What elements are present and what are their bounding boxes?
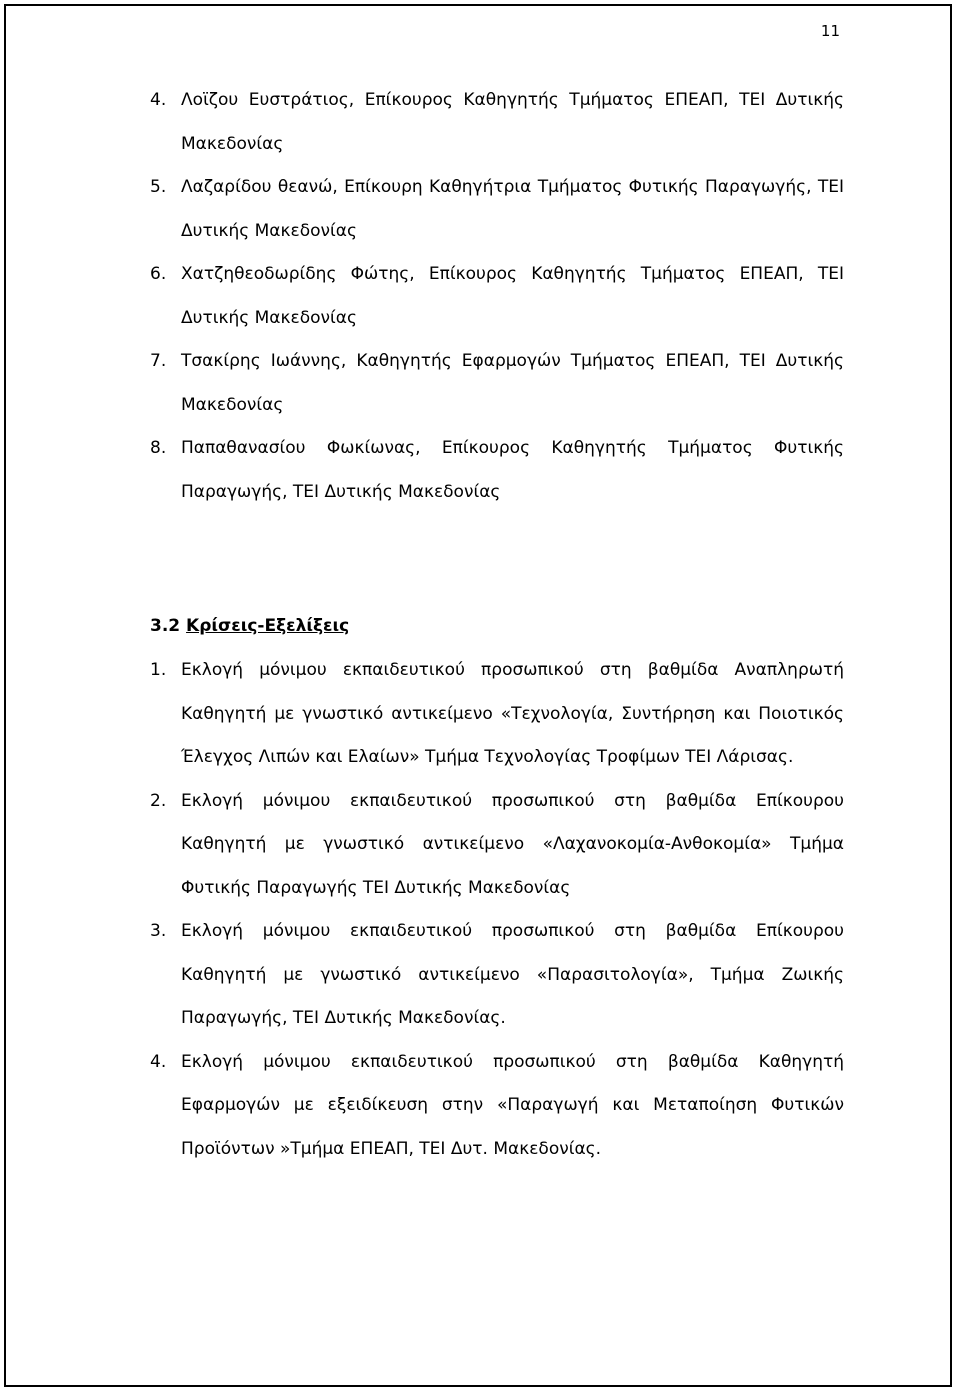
list-item-text: Λαζαρίδου θεανώ, Επίκουρη Καθηγήτρια Τμήματος Φυτικής Παραγωγής, ΤΕΙ Δυτικής Μακεδονίας	[181, 177, 844, 241]
list-item-text: Εκλογή μόνιμου εκπαιδευτικού προσωπικού στη βαθμίδα Αναπληρωτή Καθηγητή με γνωστικό αντικείμενο «Τεχνολογία, Συντήρηση και Ποιοτικός Έλεγχος Λιπών και Ελαίων» Τμήμα Τεχνολογίας Τροφίμων ΤΕΙ Λάρισας.	[181, 660, 844, 767]
list-item-text: Χατζηθεοδωρίδης Φώτης, Επίκουρος Καθηγητής Τμήματος ΕΠΕΑΠ, ΤΕΙ Δυτικής Μακεδονίας	[181, 264, 844, 328]
list-item-text: Εκλογή μόνιμου εκπαιδευτικού προσωπικού στη βαθμίδα Επίκουρου Καθηγητή με γνωστικό αντικείμενο «Λαχανοκομία-Ανθοκομία» Τμήμα Φυτικής Παραγωγής ΤΕΙ Δυτικής Μακεδονίας	[181, 790, 844, 898]
list-item-number: 4.	[150, 1051, 167, 1072]
list-item	[150, 910, 844, 1041]
list-item-number: 6.	[150, 264, 167, 284]
section-title: Κρίσεις-Εξελίξεις	[186, 616, 350, 636]
list-item	[150, 427, 844, 514]
list-item-text: Παπαθανασίου Φωκίωνας, Επίκουρος Καθηγητής Τμήματος Φυτικής Παραγωγής, ΤΕΙ Δυτικής Μακεδονίας	[181, 438, 844, 502]
section-heading	[150, 612, 349, 640]
list-item-text: Τσακίρης Ιωάννης, Καθηγητής Εφαρμογών Τμήματος ΕΠΕΑΠ, ΤΕΙ Δυτικής Μακεδονίας	[181, 351, 844, 415]
list-item	[150, 1041, 844, 1172]
list-item-number: 4.	[150, 90, 167, 110]
list-item	[150, 780, 844, 911]
list-item-number: 2.	[150, 790, 167, 811]
page-number: 11	[820, 22, 840, 40]
committee-member-list	[150, 79, 844, 514]
list-item-number: 7.	[150, 351, 167, 371]
promotions-list	[150, 649, 844, 1171]
list-item	[150, 79, 844, 166]
list-item	[150, 649, 844, 780]
list-item-text: Εκλογή μόνιμου εκπαιδευτικού προσωπικού στη βαθμίδα Καθηγητή Εφαρμογών με εξειδίκευση στην «Παραγωγή και Μεταποίηση Φυτικών Προϊόντων »Τμήμα ΕΠΕΑΠ, ΤΕΙ Δυτ. Μακεδονίας.	[181, 1051, 844, 1159]
section-number: 3.2	[150, 616, 181, 636]
list-item	[150, 166, 844, 253]
list-item	[150, 253, 844, 340]
list-item-number: 5.	[150, 177, 167, 197]
list-item-text: Λοϊζου Ευστράτιος, Επίκουρος Καθηγητής Τμήματος ΕΠΕΑΠ, ΤΕΙ Δυτικής Μακεδονίας	[181, 90, 844, 154]
list-item	[150, 340, 844, 427]
list-item-number: 8.	[150, 438, 167, 458]
list-item-number: 3.	[150, 921, 167, 941]
list-item-text: Εκλογή μόνιμου εκπαιδευτικού προσωπικού στη βαθμίδα Επίκουρου Καθηγητή με γνωστικό αντικείμενο «Παρασιτολογία», Τμήμα Ζωικής Παραγωγής, ΤΕΙ Δυτικής Μακεδονίας.	[181, 921, 844, 1028]
list-item-number: 1.	[150, 660, 167, 680]
